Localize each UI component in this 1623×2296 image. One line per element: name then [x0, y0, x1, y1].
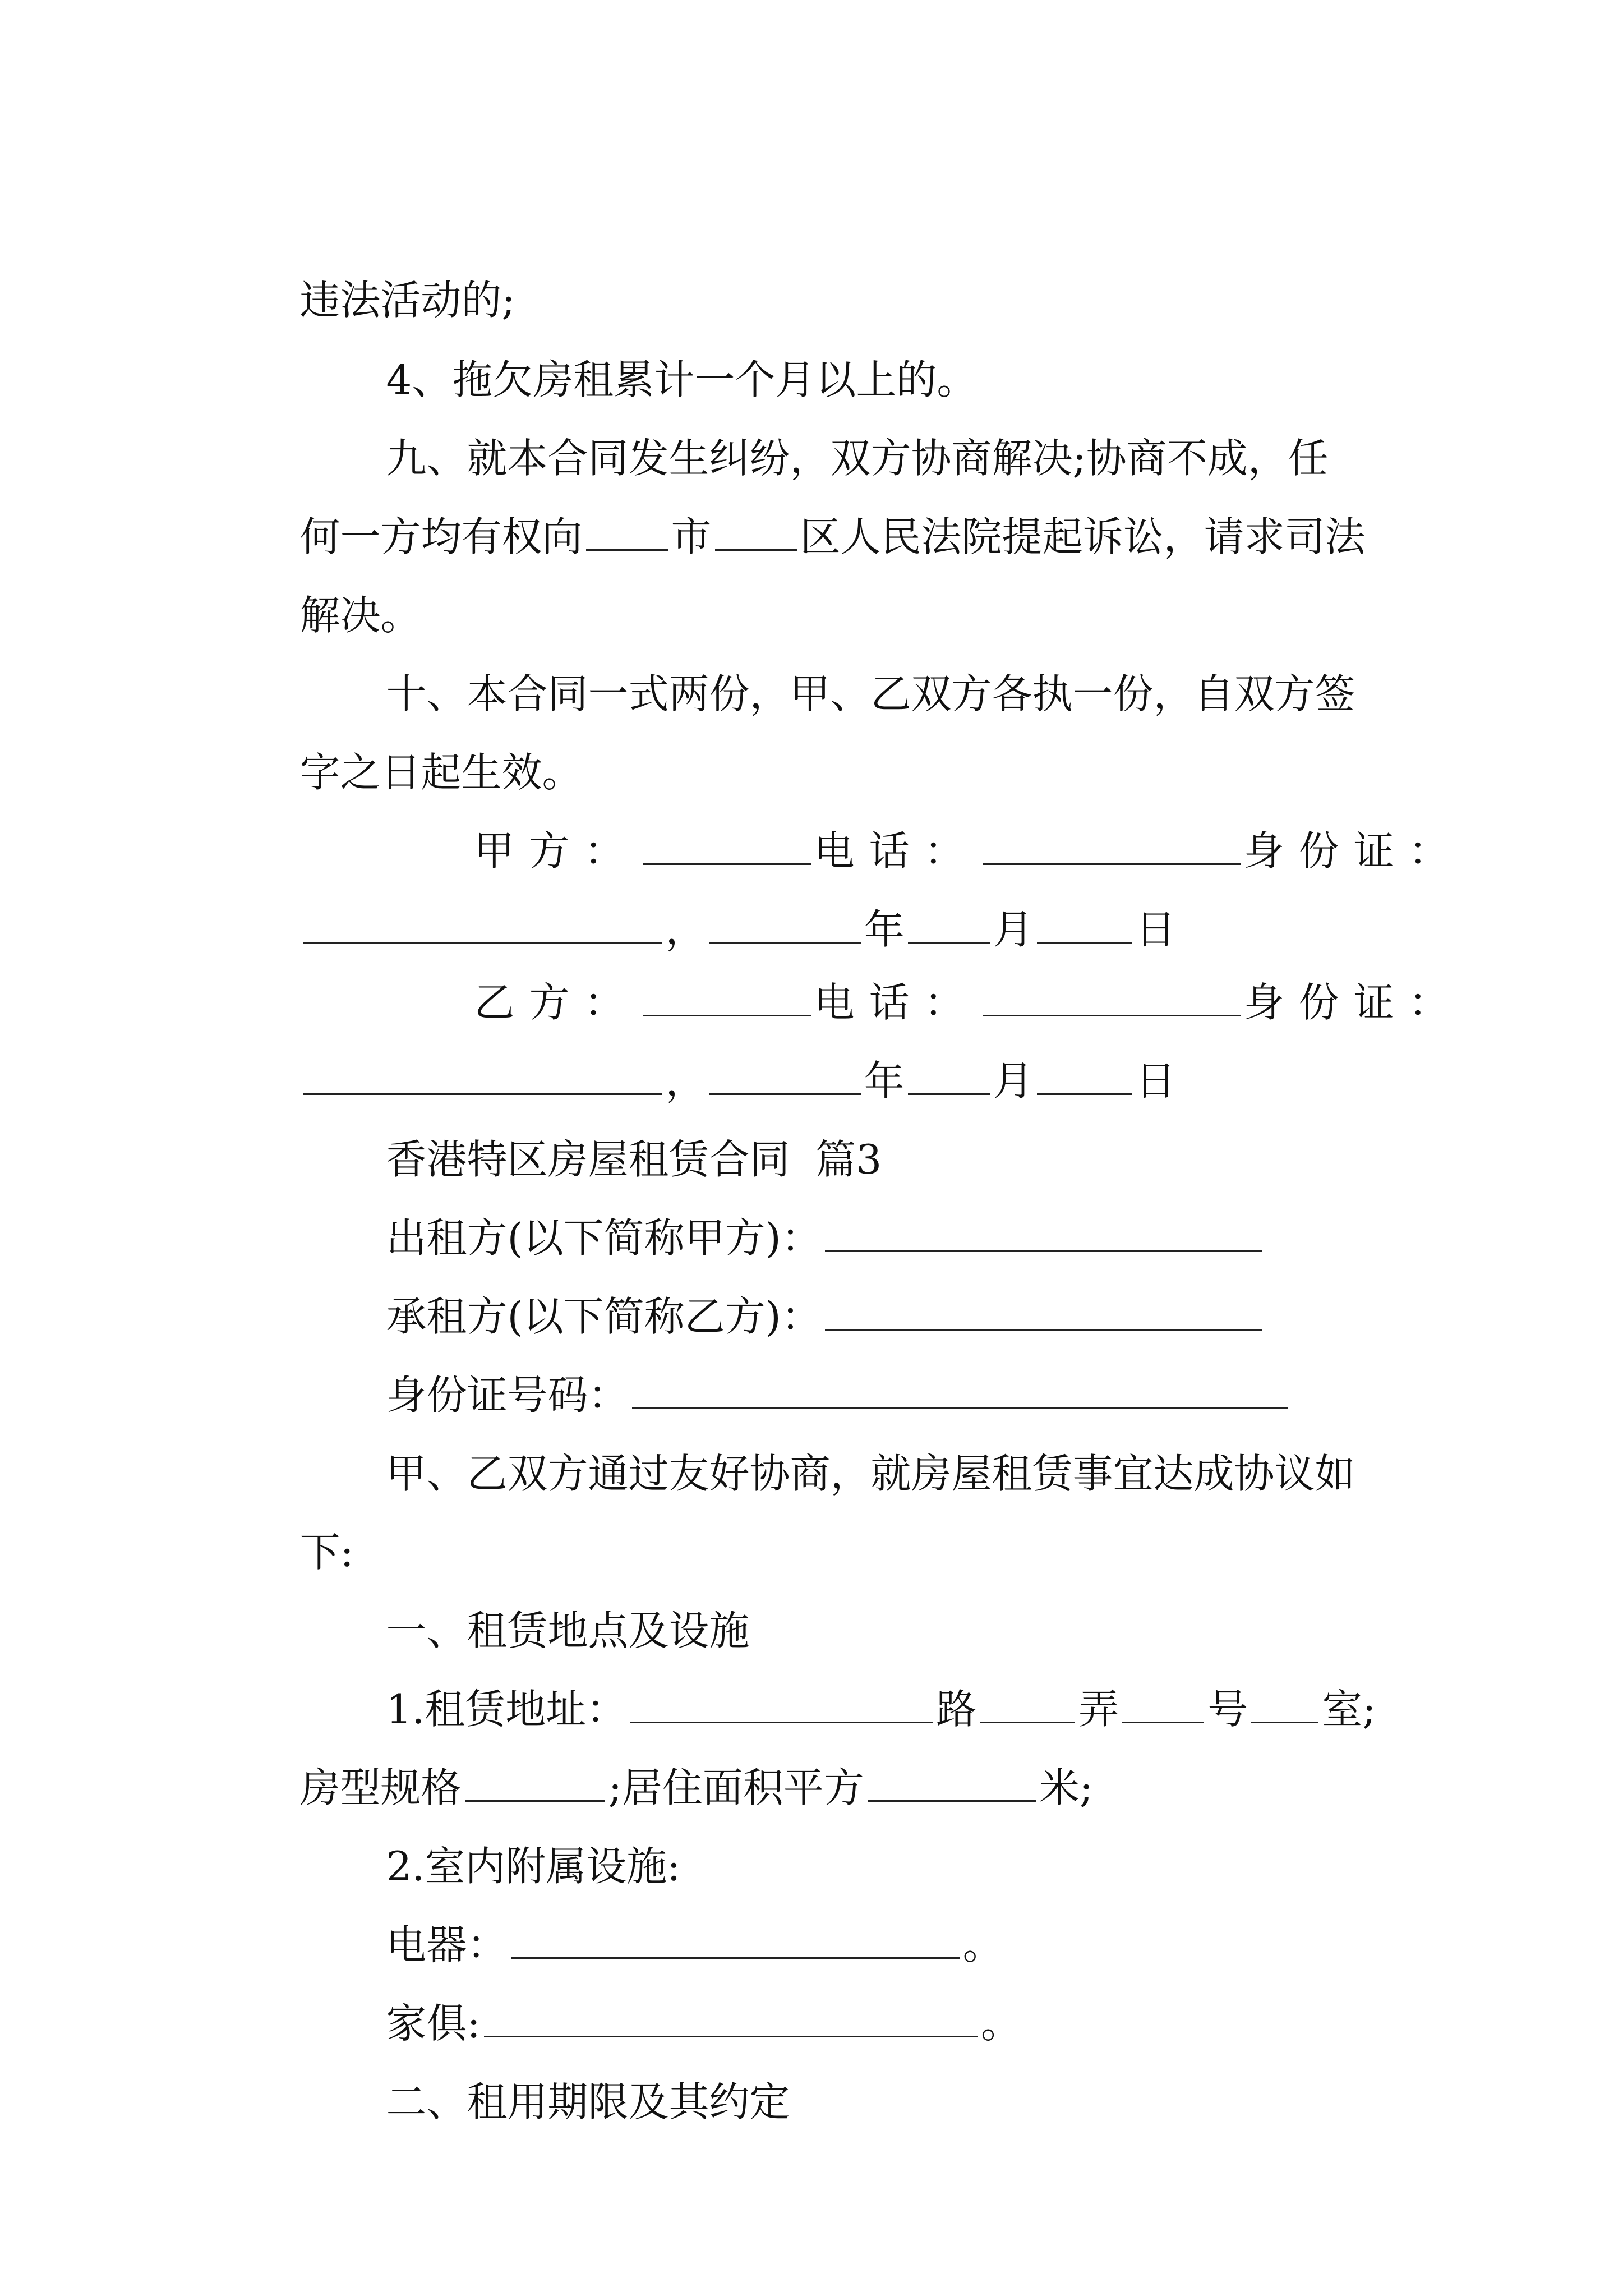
text: 甲、乙双方通过友好协商，就房屋租赁事宜达成协议如 — [386, 1450, 1355, 1497]
text: 。 — [962, 1921, 1003, 1968]
text: 月 — [993, 906, 1034, 953]
party-b-label: 乙方： — [474, 979, 639, 1026]
phone-label: 电话： — [814, 827, 979, 875]
text: 九、就本合同发生纠纷，双方协商解决;协商不成，任 — [386, 435, 1329, 482]
text-line — [248, 671, 583, 796]
text-line — [248, 199, 515, 324]
phone-label: 电话： — [814, 979, 979, 1026]
city-blank[interactable] — [586, 538, 668, 551]
month-blank[interactable] — [908, 1082, 990, 1095]
text: 何一方均有权向 — [299, 513, 583, 560]
party-a-signature-line1 — [365, 750, 1464, 875]
address-line — [335, 1608, 1376, 1733]
id-label: 身份证： — [1243, 827, 1464, 875]
lessor-label: 出租方(以下简称甲方)： — [386, 1214, 822, 1262]
facilities-line — [335, 1765, 681, 1890]
text: 弄 — [1078, 1686, 1119, 1733]
text: 日 — [1135, 906, 1176, 953]
text: 二、租用期限及其约定 — [386, 2078, 790, 2125]
area-label: ;居住面积平方 — [608, 1764, 864, 1811]
text: 市 — [671, 513, 712, 560]
lane-blank[interactable] — [1122, 1710, 1204, 1723]
text: 月 — [993, 1057, 1034, 1105]
paragraph-ten-line1 — [335, 593, 1355, 717]
party-b-signature-line1 — [365, 901, 1464, 1026]
paragraph-nine-line1 — [335, 357, 1329, 482]
intro-line2 — [248, 1451, 354, 1576]
text: 路 — [936, 1686, 977, 1733]
text: 违法活动的; — [299, 277, 515, 324]
paragraph-nine-line2 — [248, 436, 1366, 560]
text: ， — [665, 1057, 706, 1105]
party-b-signature-line2 — [248, 980, 1176, 1105]
lessee-label: 承租方(以下简称乙方)： — [386, 1293, 822, 1340]
text: 室; — [1322, 1686, 1376, 1733]
text: 年 — [864, 1057, 905, 1105]
text: 号 — [1207, 1686, 1248, 1733]
text-line — [335, 279, 978, 403]
id-label: 身份证： — [1243, 979, 1464, 1026]
text: 香港特区房屋租赁合同 篇3 — [386, 1136, 882, 1183]
day-blank[interactable] — [1037, 1082, 1132, 1095]
district-blank[interactable] — [715, 538, 797, 551]
appliances-label: 电器： — [386, 1921, 508, 1968]
text: 。 — [980, 2000, 1021, 2047]
lessor-line — [335, 1137, 1266, 1262]
furniture-label: 家俱: — [386, 2000, 481, 2047]
furniture-line — [335, 1922, 1021, 2047]
text: 区人民法院提起诉讼，请求司法 — [800, 513, 1366, 560]
house-type-line — [248, 1687, 1094, 1811]
area-blank[interactable] — [868, 1789, 1036, 1802]
text: 米; — [1039, 1764, 1094, 1811]
section-title — [335, 1059, 882, 1183]
party-a-signature-line2 — [248, 829, 1176, 953]
appliances-line — [335, 1844, 1003, 1968]
id-number-line — [335, 1294, 1292, 1419]
text: 解决。 — [299, 592, 421, 639]
text: 字之日起生效。 — [299, 749, 583, 796]
text: 2.室内附属设施: — [386, 1843, 681, 1890]
text: 年 — [864, 906, 905, 953]
lessee-line — [335, 1216, 1266, 1340]
heading-one — [335, 1530, 750, 1654]
text: 十、本合同一式两份，甲、乙双方各执一份，自双方签 — [386, 670, 1355, 717]
heading-two — [335, 2001, 790, 2125]
intro-line1 — [335, 1373, 1355, 1497]
address-label: 1.租赁地址： — [386, 1686, 627, 1733]
text: 日 — [1135, 1057, 1176, 1105]
text-line — [248, 514, 421, 639]
text: ， — [665, 906, 706, 953]
text: 下: — [299, 1529, 354, 1576]
party-a-label: 甲方： — [474, 827, 639, 875]
house-type-label: 房型规格 — [299, 1764, 462, 1811]
id-number-label: 身份证号码： — [386, 1372, 629, 1419]
text: 一、租赁地点及设施 — [386, 1607, 750, 1654]
number-blank[interactable] — [1251, 1710, 1318, 1723]
text: 4、拖欠房租累计一个月以上的。 — [386, 356, 978, 403]
